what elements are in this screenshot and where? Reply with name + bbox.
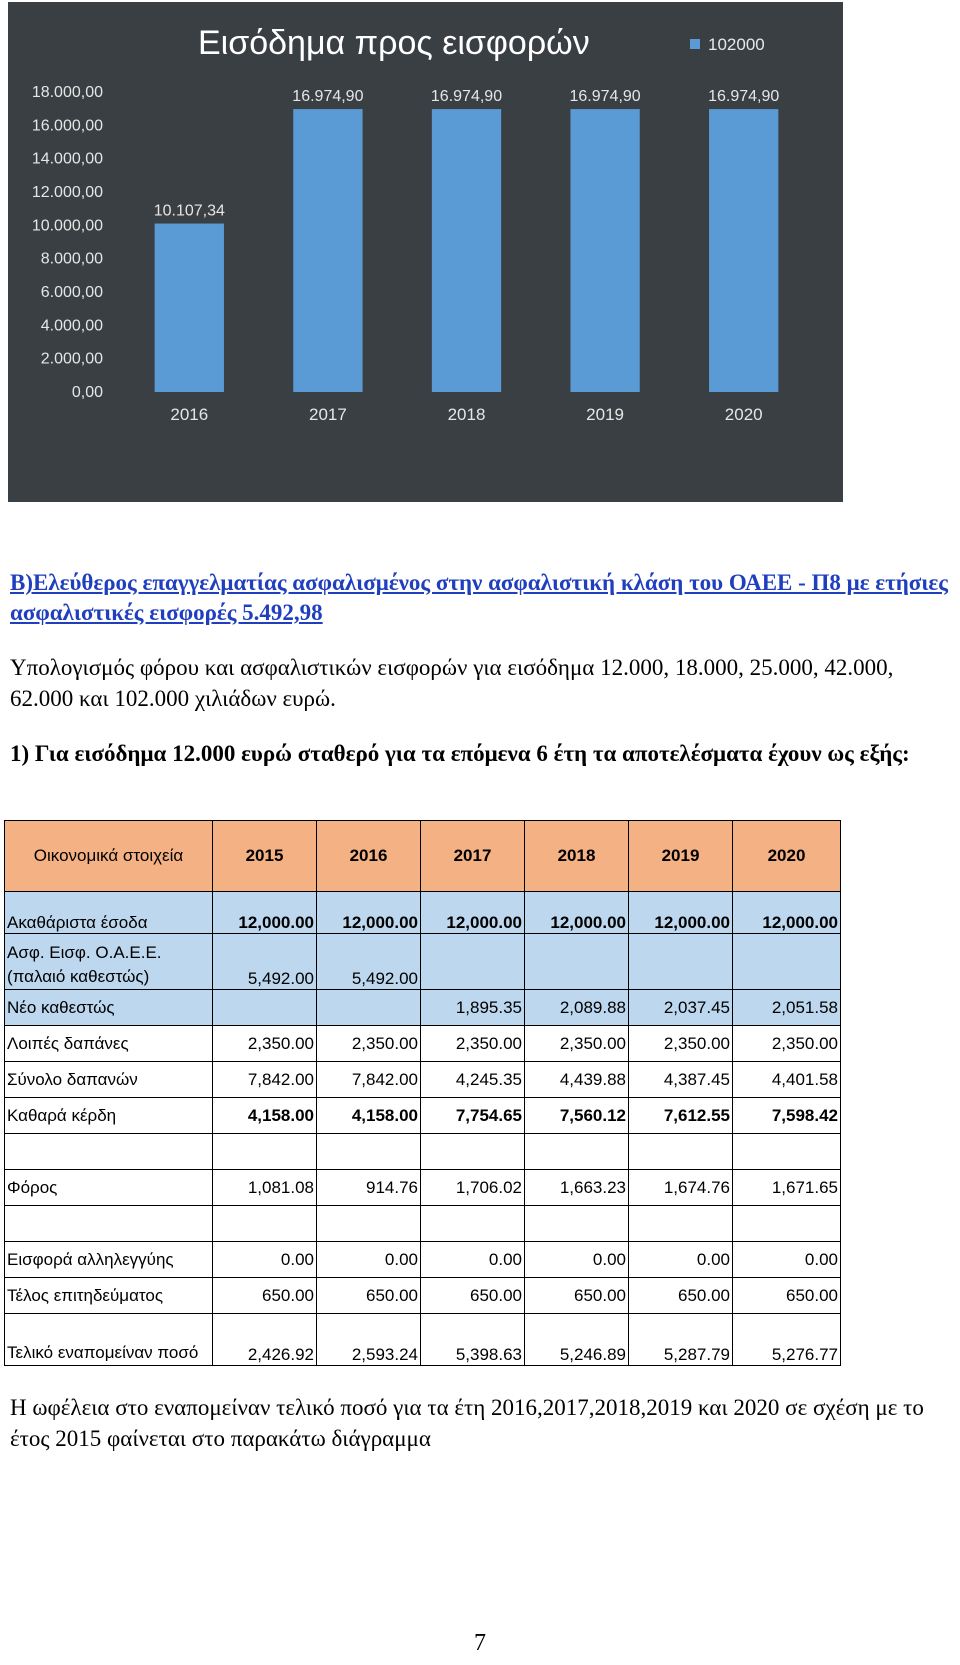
table-cell: 0.00 <box>733 1242 841 1278</box>
y-tick-label: 2.000,00 <box>40 350 103 368</box>
y-tick-label: 14.000,00 <box>31 150 103 168</box>
table-cell <box>629 934 733 990</box>
table-cell: 1,081.08 <box>213 1170 317 1206</box>
empty-cell <box>525 1206 629 1242</box>
table-cell: 5,398.63 <box>421 1314 525 1366</box>
table-cell: 5,276.77 <box>733 1314 841 1366</box>
table-cell: 7,842.00 <box>213 1062 317 1098</box>
data-label-2018: 16.974,90 <box>430 88 503 106</box>
table-cell: 4,401.58 <box>733 1062 841 1098</box>
table-cell <box>213 990 317 1026</box>
row-label: Καθαρά κέρδη <box>5 1098 213 1134</box>
subheading: 1) Για εισόδημα 12.000 ευρώ σταθερό για τα επόμενα 6 έτη τα αποτελέσματα έχουν ως εξής: <box>10 741 910 766</box>
bar-2016 <box>155 224 224 392</box>
row-label: Σύνολο δαπανών <box>5 1062 213 1098</box>
table-cell <box>421 934 525 990</box>
table-cell: 650.00 <box>421 1278 525 1314</box>
table-cell <box>525 934 629 990</box>
table-cell: 7,612.55 <box>629 1098 733 1134</box>
conclusion-paragraph: Η ωφέλεια στο εναπομείναν τελικό ποσό για τα έτη 2016,2017,2018,2019 και 2020 σε σχέση με το έτος 2015 φαίνεται στο παρακάτω διάγραμμα <box>10 1395 924 1451</box>
table-cell: 2,089.88 <box>525 990 629 1026</box>
empty-cell <box>5 1206 213 1242</box>
table-cell: 12,000.00 <box>213 892 317 934</box>
table-cell: 1,895.35 <box>421 990 525 1026</box>
table-cell: 1,674.76 <box>629 1170 733 1206</box>
y-tick-label: 0,00 <box>71 384 103 401</box>
table-cell: 4,158.00 <box>317 1098 421 1134</box>
x-tick-label: 2019 <box>586 405 625 424</box>
header-cell-2015: 2015 <box>213 821 317 892</box>
table-cell: 2,037.45 <box>629 990 733 1026</box>
table-cell: 2,350.00 <box>317 1026 421 1062</box>
row-label: Εισφορά αλληλεγγύης <box>5 1242 213 1278</box>
header-cell-2019: 2019 <box>629 821 733 892</box>
table-cell: 650.00 <box>733 1278 841 1314</box>
table-cell: 2,350.00 <box>525 1026 629 1062</box>
bar-2019 <box>570 109 639 392</box>
table-cell: 650.00 <box>525 1278 629 1314</box>
y-tick-label: 18.000,00 <box>31 84 103 101</box>
table-cell: 650.00 <box>317 1278 421 1314</box>
table-cell: 1,671.65 <box>733 1170 841 1206</box>
bar-2020 <box>709 109 778 392</box>
data-label-2016: 10.107,34 <box>153 202 225 220</box>
table-cell: 1,663.23 <box>525 1170 629 1206</box>
data-label-2019: 16.974,90 <box>569 88 641 106</box>
chart-title: Εισόδημα προς εισφορών <box>198 24 590 62</box>
y-tick-label: 16.000,00 <box>31 117 103 135</box>
empty-cell <box>629 1206 733 1242</box>
y-tick-label: 6.000,00 <box>40 284 103 301</box>
table-row <box>5 1026 841 1062</box>
table-cell: 2,350.00 <box>213 1026 317 1062</box>
financial-table <box>4 820 841 1366</box>
table-cell: 2,426.92 <box>213 1314 317 1366</box>
table-row <box>5 1098 841 1134</box>
table-cell: 12,000.00 <box>317 892 421 934</box>
header-cell-2016: 2016 <box>317 821 421 892</box>
header-cell-label: Οικονομικά στοιχεία <box>5 821 213 892</box>
header-cell-2017: 2017 <box>421 821 525 892</box>
table-cell: 12,000.00 <box>629 892 733 934</box>
table-cell: 914.76 <box>317 1170 421 1206</box>
table-cell: 12,000.00 <box>733 892 841 934</box>
table-cell: 5,492.00 <box>213 934 317 990</box>
table-row <box>5 1314 841 1366</box>
table-header-row <box>5 821 841 892</box>
empty-cell <box>525 1134 629 1170</box>
table-spacer-row <box>5 1134 841 1170</box>
table-cell: 4,245.35 <box>421 1062 525 1098</box>
table-cell: 5,287.79 <box>629 1314 733 1366</box>
table-cell: 4,439.88 <box>525 1062 629 1098</box>
table-row <box>5 1242 841 1278</box>
chart-svg <box>8 2 843 502</box>
empty-cell <box>733 1134 841 1170</box>
row-label: Φόρος <box>5 1170 213 1206</box>
x-tick-label: 2017 <box>308 405 347 424</box>
row-label: Λοιπές δαπάνες <box>5 1026 213 1062</box>
table-cell: 2,051.58 <box>733 990 841 1026</box>
empty-cell <box>421 1134 525 1170</box>
empty-cell <box>213 1134 317 1170</box>
income-contributions-chart <box>8 2 843 502</box>
table-cell: 2,593.24 <box>317 1314 421 1366</box>
table-cell: 5,492.00 <box>317 934 421 990</box>
table-spacer-row <box>5 1206 841 1242</box>
page-number: 7 <box>474 1630 486 1656</box>
y-tick-label: 4.000,00 <box>40 317 103 335</box>
table-cell <box>733 934 841 990</box>
table-row <box>5 1170 841 1206</box>
bar-2017 <box>293 109 362 392</box>
table-cell: 7,560.12 <box>525 1098 629 1134</box>
x-tick-label: 2016 <box>170 405 209 424</box>
table-cell: 4,158.00 <box>213 1098 317 1134</box>
table-cell: 5,246.89 <box>525 1314 629 1366</box>
row-label: Ακαθάριστα έσοδα <box>5 892 213 934</box>
section-heading-link[interactable]: B)Ελεύθερος επαγγελματίας ασφαλισμένος στην ασφαλιστική κλάση του ΟΑΕΕ - Π8 με ετήσιες ασφαλιστικές εισφορές 5.492,98 <box>10 570 948 625</box>
table-cell: 0.00 <box>317 1242 421 1278</box>
row-label: Νέο καθεστώς <box>5 990 213 1026</box>
table-cell: 650.00 <box>629 1278 733 1314</box>
row-label: Τελικό εναπομείναν ποσό <box>5 1314 213 1366</box>
table-cell: 1,706.02 <box>421 1170 525 1206</box>
header-cell-2020: 2020 <box>733 821 841 892</box>
table-row <box>5 934 841 990</box>
table-cell: 0.00 <box>213 1242 317 1278</box>
table-cell: 7,842.00 <box>317 1062 421 1098</box>
row-label: Ασφ. Εισφ. Ο.Α.Ε.Ε. (παλαιό καθεστώς) <box>5 934 213 990</box>
table-cell: 7,598.42 <box>733 1098 841 1134</box>
empty-cell <box>421 1206 525 1242</box>
table-cell: 12,000.00 <box>525 892 629 934</box>
x-tick-label: 2020 <box>724 405 763 424</box>
table-cell: 0.00 <box>525 1242 629 1278</box>
y-tick-label: 8.000,00 <box>40 250 103 268</box>
table-row <box>5 1278 841 1314</box>
table-cell: 2,350.00 <box>421 1026 525 1062</box>
table-cell: 2,350.00 <box>629 1026 733 1062</box>
table-row <box>5 892 841 934</box>
table-cell: 650.00 <box>213 1278 317 1314</box>
table-cell <box>317 990 421 1026</box>
row-label: Τέλος επιτηδεύματος <box>5 1278 213 1314</box>
data-label-2020: 16.974,90 <box>708 88 780 106</box>
empty-cell <box>317 1134 421 1170</box>
y-tick-label: 10.000,00 <box>31 217 103 235</box>
empty-cell <box>317 1206 421 1242</box>
table-cell: 0.00 <box>629 1242 733 1278</box>
empty-cell <box>213 1206 317 1242</box>
legend-swatch <box>690 39 700 49</box>
intro-paragraph: Υπολογισμός φόρου και ασφαλιστικών εισφορών για εισόδημα 12.000, 18.000, 25.000, 42.000, 62.000 και 102.000 χιλιάδων ευρώ. <box>10 655 894 711</box>
header-cell-2018: 2018 <box>525 821 629 892</box>
legend-label: 102000 <box>708 35 765 54</box>
table-cell: 4,387.45 <box>629 1062 733 1098</box>
bar-2018 <box>432 109 501 392</box>
x-tick-label: 2018 <box>447 405 486 424</box>
table-cell: 12,000.00 <box>421 892 525 934</box>
table-cell: 0.00 <box>421 1242 525 1278</box>
empty-cell <box>5 1134 213 1170</box>
empty-cell <box>629 1134 733 1170</box>
table-cell: 7,754.65 <box>421 1098 525 1134</box>
empty-cell <box>733 1206 841 1242</box>
y-tick-label: 12.000,00 <box>31 184 103 201</box>
data-label-2017: 16.974,90 <box>292 88 364 106</box>
table-row <box>5 990 841 1026</box>
table-row <box>5 1062 841 1098</box>
table-cell: 2,350.00 <box>733 1026 841 1062</box>
